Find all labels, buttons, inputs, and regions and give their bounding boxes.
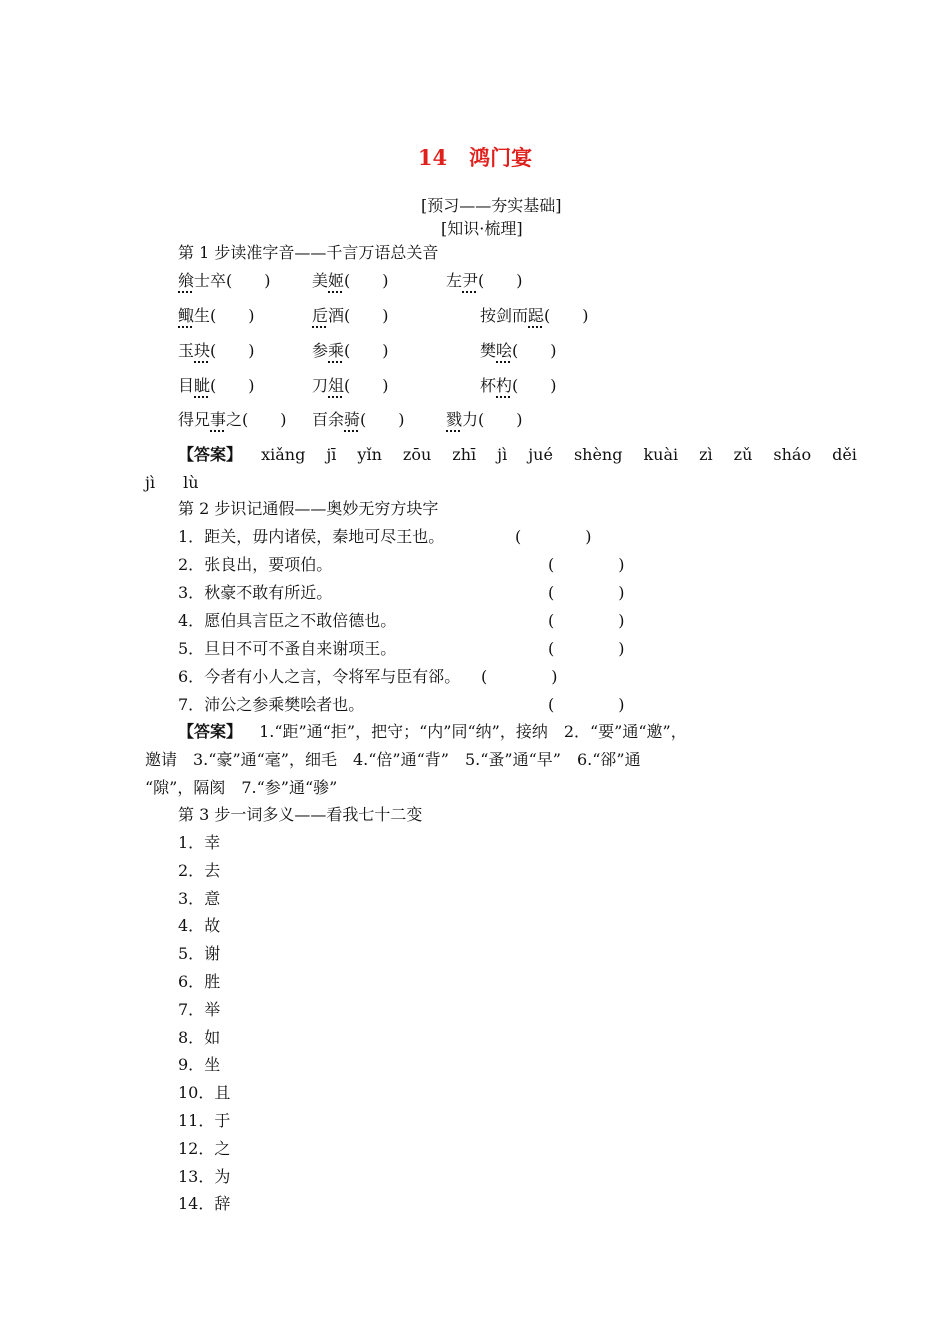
pronunciation-item: [480, 343, 557, 359]
step1-answer-line: [178, 447, 878, 463]
item-text-suffix: 力( ): [462, 410, 523, 429]
pinyin-answer: jī: [326, 445, 337, 464]
step1-heading: 第 1 步读准字音——千言万语总关音: [178, 243, 439, 262]
polysemy-item: [178, 1027, 221, 1047]
item-text-prefix: 按剑而: [480, 306, 529, 325]
pinyin-answer: zì: [699, 445, 713, 464]
answer-blank: ( ): [481, 667, 558, 686]
item-number: 2．: [178, 860, 205, 880]
target-character: 骑: [344, 410, 361, 429]
step2-answer-line-3: “隙”，隔阂 7.“参”通“骖”: [145, 778, 338, 797]
item-text-suffix: ( ): [360, 410, 405, 429]
item-sentence: 秋豪不敢有所近。: [204, 583, 333, 602]
pronunciation-item: [178, 412, 287, 428]
pronunciation-item: [480, 308, 589, 324]
item-number: 5．: [178, 639, 205, 658]
polysemy-item: [178, 1166, 231, 1186]
item-number: 7．: [178, 695, 205, 714]
answer-blank: ( ): [548, 555, 625, 574]
target-character: 眦: [194, 376, 211, 395]
item-number: 1．: [178, 527, 205, 546]
polysemy-item: [178, 888, 221, 908]
target-character: 跽: [528, 306, 545, 325]
item-sentence: 今者有小人之言，令将军与臣有郤。: [204, 667, 461, 686]
target-character: 玦: [194, 341, 211, 360]
item-number: 5．: [178, 944, 205, 964]
item-text-suffix: 士卒( ): [194, 271, 271, 290]
pinyin-answer: jì: [145, 473, 156, 492]
pinyin-answer: lù: [183, 473, 199, 492]
pronunciation-item: [312, 412, 405, 428]
pinyin-answer: sháo: [773, 445, 812, 464]
pronunciation-item: [178, 343, 255, 359]
lesson-title: 鸿门宴: [469, 145, 533, 170]
item-number: 3．: [178, 888, 205, 908]
answer-blank: ( ): [548, 639, 625, 658]
item-text-suffix: ( ): [544, 306, 589, 325]
tongjia-item: [178, 529, 444, 545]
pronunciation-item: [312, 343, 389, 359]
item-word: 如: [204, 1027, 221, 1047]
item-sentence: 沛公之参乘樊哙者也。: [204, 695, 365, 714]
polysemy-item: [178, 1196, 230, 1212]
tongjia-item: [178, 669, 460, 685]
polysemy-item: [178, 946, 220, 962]
item-text-suffix: ( ): [478, 271, 523, 290]
item-word: 于: [214, 1111, 231, 1130]
target-character: 尹: [462, 271, 479, 290]
answer-blank: ( ): [515, 527, 592, 546]
target-character: 卮: [312, 306, 329, 325]
item-text-prefix: 樊: [480, 341, 497, 360]
item-sentence: 旦日不可不蚤自来谢项王。: [204, 639, 397, 658]
pinyin-answer: kuài: [643, 445, 679, 464]
pronunciation-item: [446, 273, 523, 289]
item-text-suffix: ( ): [512, 341, 557, 360]
pronunciation-item: [312, 308, 389, 324]
step2-heading: 第 2 步识记通假——奥妙无穷方块字: [178, 499, 439, 518]
lesson-number: 14: [417, 145, 448, 170]
pinyin-answer: zōu: [402, 445, 432, 464]
item-sentence: 愿伯具言臣之不敢倍德也。: [204, 611, 397, 630]
pronunciation-item: [446, 412, 523, 428]
answer-text: 1.“距”通“拒”，把守；“内”同“纳”，接纳 2．“要”通“邀”，: [259, 722, 687, 741]
item-number: 10．: [178, 1083, 215, 1103]
item-text-prefix: 参: [312, 341, 329, 360]
tongjia-item: [178, 613, 396, 629]
tongjia-item: [178, 697, 364, 713]
target-character: 杓: [496, 376, 513, 395]
answer-blank: ( ): [548, 583, 625, 602]
item-sentence: 距关，毋内诸侯，秦地可尽王也。: [204, 527, 445, 546]
target-character: 鲰: [178, 306, 195, 325]
step2-answer-line-2: 邀请 3.“豪”通“毫”，细毛 4.“倍”通“背” 5.“蚤”通“早” 6.“郤”通: [145, 750, 641, 769]
item-text-suffix: 之( ): [226, 410, 287, 429]
item-word: 辞: [214, 1194, 231, 1214]
answer-label: 【答案】: [178, 445, 243, 464]
item-text-suffix: ( ): [210, 341, 255, 360]
step2-answer-line-1: [178, 724, 687, 740]
target-character: 姬: [328, 271, 345, 290]
pinyin-answer: yǐn: [357, 445, 382, 464]
item-number: 6．: [178, 667, 205, 686]
item-number: 13．: [178, 1166, 215, 1186]
item-number: 12．: [178, 1138, 215, 1158]
item-number: 14．: [178, 1194, 215, 1214]
item-number: 4．: [178, 611, 205, 630]
item-number: 8．: [178, 1027, 205, 1047]
polysemy-item: [178, 1057, 220, 1073]
item-text-prefix: 杯: [480, 376, 497, 395]
item-text-prefix: 目: [178, 376, 195, 395]
item-word: 坐: [204, 1055, 221, 1075]
item-text-prefix: 左: [446, 271, 463, 290]
item-word: 幸: [204, 833, 221, 852]
polysemy-item: [178, 1113, 230, 1129]
tongjia-item: [178, 585, 332, 601]
item-text-prefix: 百余: [312, 410, 345, 429]
pinyin-answer: děi: [832, 445, 857, 464]
item-word: 且: [214, 1083, 231, 1103]
polysemy-item: [178, 918, 220, 934]
item-number: 6．: [178, 972, 205, 991]
item-word: 意: [204, 888, 221, 908]
item-text-suffix: ( ): [512, 376, 557, 395]
polysemy-item: [178, 974, 220, 990]
item-word: 之: [214, 1138, 231, 1158]
pinyin-answer: jì: [497, 445, 508, 464]
item-word: 谢: [204, 944, 221, 964]
answer-blank: ( ): [548, 611, 625, 630]
item-number: 11．: [178, 1111, 215, 1130]
item-number: 3．: [178, 583, 205, 602]
polysemy-item: [178, 835, 220, 851]
item-text-suffix: ( ): [344, 341, 389, 360]
answer-label: 【答案】: [178, 722, 243, 741]
section-preview-heading: [预习——夯实基础]: [421, 196, 562, 215]
pronunciation-item: [480, 378, 557, 394]
item-text-suffix: 酒( ): [328, 306, 389, 325]
item-text-prefix: 美: [312, 271, 329, 290]
item-number: 9．: [178, 1055, 205, 1075]
item-text-suffix: ( ): [344, 376, 389, 395]
polysemy-item: [178, 1138, 231, 1158]
target-character: 事: [210, 410, 227, 429]
pinyin-answer: shèng: [573, 445, 623, 464]
item-word: 胜: [204, 972, 221, 991]
target-character: 俎: [328, 376, 345, 395]
page-title: [0, 147, 950, 168]
item-word: 为: [214, 1166, 231, 1186]
item-sentence: 张良出，要项伯。: [204, 555, 333, 574]
section-knowledge-heading: [知识·梳理]: [441, 219, 523, 238]
pronunciation-item: [178, 273, 271, 289]
polysemy-item: [178, 860, 221, 880]
polysemy-item: [178, 999, 221, 1019]
pinyin-answer: zhī: [452, 445, 477, 464]
item-text-prefix: 刀: [312, 376, 329, 395]
pronunciation-item: [178, 308, 255, 324]
item-word: 故: [204, 916, 221, 936]
polysemy-item: [178, 1085, 230, 1101]
item-text-prefix: 玉: [178, 341, 195, 360]
target-character: 乘: [328, 341, 345, 360]
item-number: 4．: [178, 916, 205, 936]
target-character: 哙: [496, 341, 513, 360]
pronunciation-item: [178, 378, 255, 394]
item-word: 举: [204, 999, 221, 1019]
pronunciation-item: [312, 378, 389, 394]
item-number: 1．: [178, 833, 205, 852]
target-character: 飨: [178, 271, 195, 290]
pinyin-answers-continued: [145, 475, 227, 491]
pinyin-answer: zǔ: [733, 445, 753, 464]
target-character: 戮: [446, 410, 463, 429]
pinyin-answer: jué: [528, 445, 553, 464]
tongjia-item: [178, 557, 332, 573]
item-number: 2．: [178, 555, 205, 574]
pinyin-answer: xiǎng: [261, 445, 306, 464]
step3-heading: 第 3 步一词多义——看我七十二变: [178, 805, 423, 824]
item-word: 去: [204, 860, 221, 880]
answer-blank: ( ): [548, 695, 625, 714]
tongjia-item: [178, 641, 396, 657]
pinyin-answers: [261, 445, 878, 464]
item-text-prefix: 得兄: [178, 410, 211, 429]
item-text-suffix: 生( ): [194, 306, 255, 325]
pronunciation-item: [312, 273, 389, 289]
item-text-suffix: ( ): [344, 271, 389, 290]
item-number: 7．: [178, 999, 205, 1019]
item-text-suffix: ( ): [210, 376, 255, 395]
